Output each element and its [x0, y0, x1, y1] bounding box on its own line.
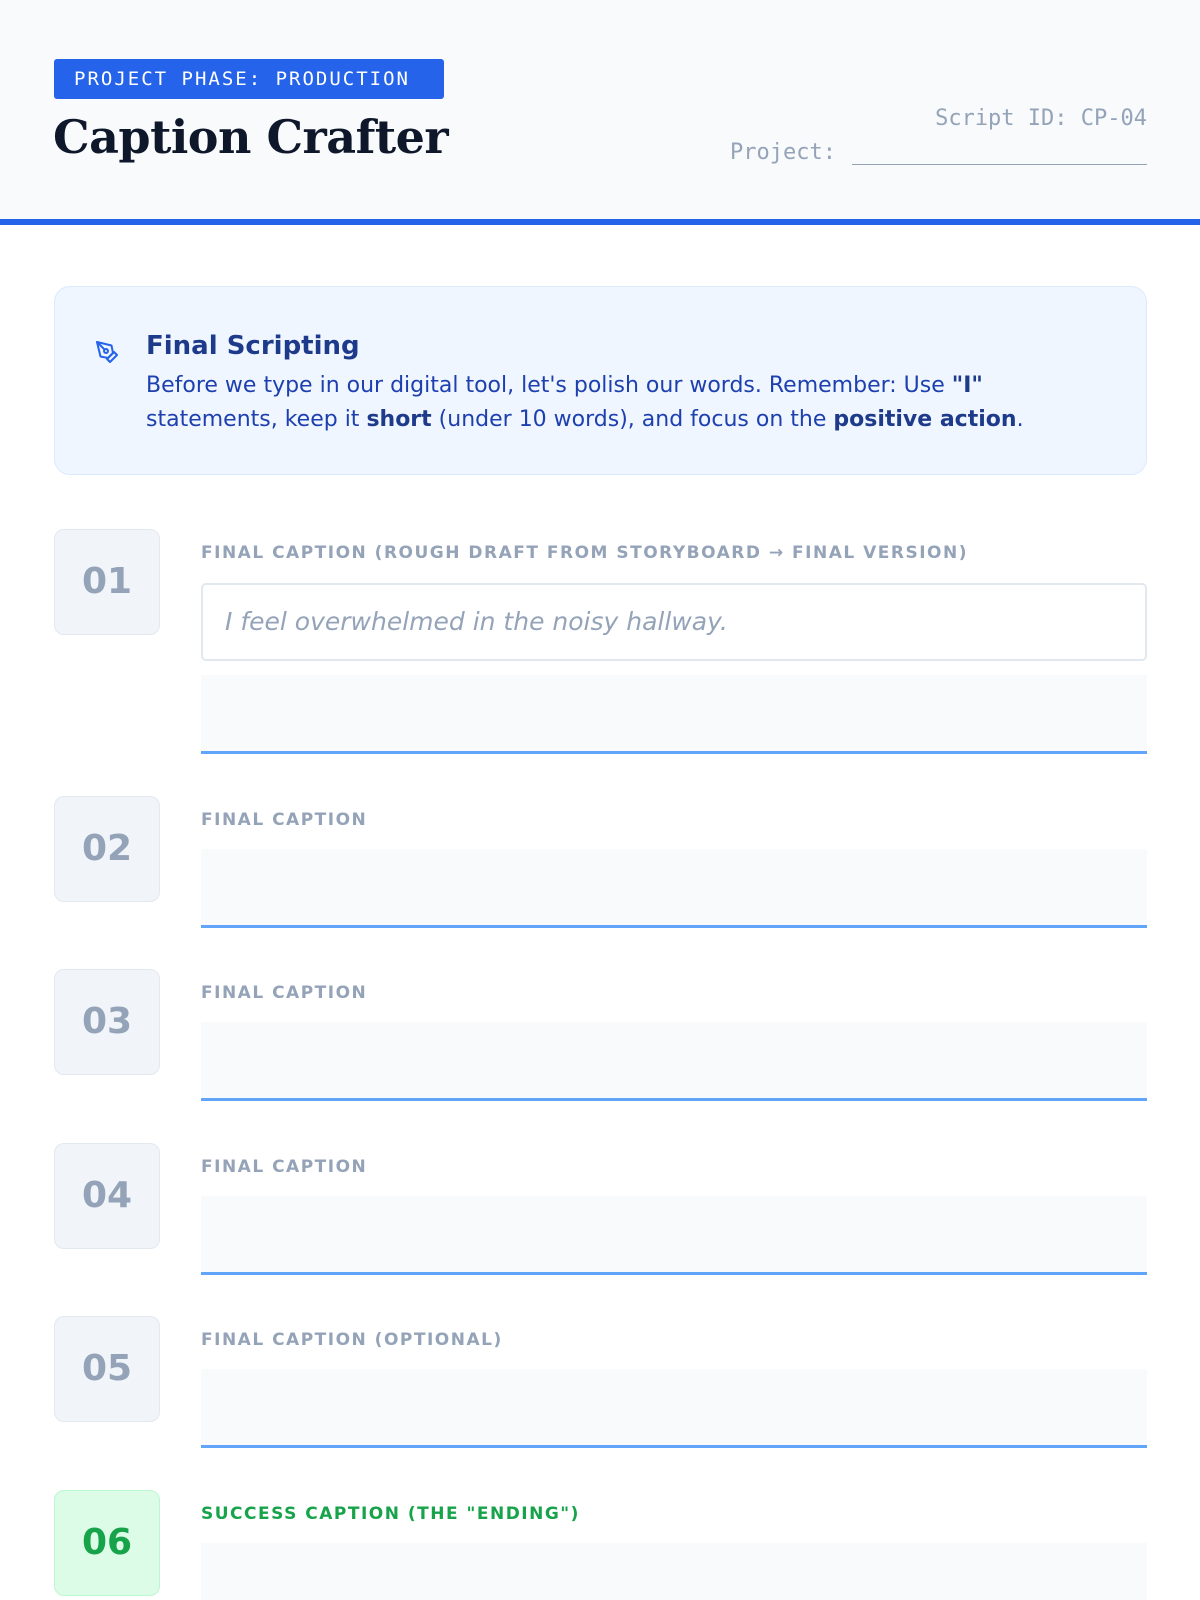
success-caption-write-area[interactable]	[201, 1543, 1147, 1600]
caption-number: 03	[54, 969, 160, 1075]
caption-number: 02	[54, 796, 160, 902]
caption-label: FINAL CAPTION	[201, 1157, 368, 1177]
pen-nib-icon	[95, 340, 119, 364]
page-header	[0, 0, 1200, 225]
caption-number: 05	[54, 1316, 160, 1422]
caption-write-area[interactable]	[201, 1196, 1147, 1275]
caption-write-area[interactable]	[201, 1369, 1147, 1448]
instructions-text: Before we type in our digital tool, let's polish our words. Remember: Use "I" statements, keep it short (under 10 words), and focus on the positive action.	[146, 373, 1024, 432]
phase-badge: PROJECT PHASE: PRODUCTION	[54, 59, 444, 99]
page-title: Caption Crafter	[53, 110, 449, 164]
script-id: Script ID: CP-04	[935, 106, 1147, 131]
caption-number: 01	[54, 529, 160, 635]
success-caption-label: SUCCESS CAPTION (THE "ENDING")	[201, 1504, 580, 1524]
instructions-box	[54, 286, 1147, 475]
project-field	[730, 140, 1147, 165]
caption-label: FINAL CAPTION (OPTIONAL)	[201, 1330, 503, 1350]
caption-number: 06	[54, 1490, 160, 1596]
caption-label: FINAL CAPTION	[201, 983, 368, 1003]
instructions-title: Final Scripting	[146, 331, 360, 361]
caption-number: 04	[54, 1143, 160, 1249]
caption-write-area[interactable]	[201, 675, 1147, 754]
project-label: Project:	[730, 140, 836, 165]
caption-write-area[interactable]	[201, 1022, 1147, 1101]
caption-label: FINAL CAPTION	[201, 810, 368, 830]
project-input-line[interactable]	[852, 141, 1147, 165]
rough-draft-example: I feel overwhelmed in the noisy hallway.	[201, 583, 1147, 661]
caption-label: FINAL CAPTION (ROUGH DRAFT FROM STORYBOARD → FINAL VERSION)	[201, 543, 968, 563]
caption-write-area[interactable]	[201, 849, 1147, 928]
